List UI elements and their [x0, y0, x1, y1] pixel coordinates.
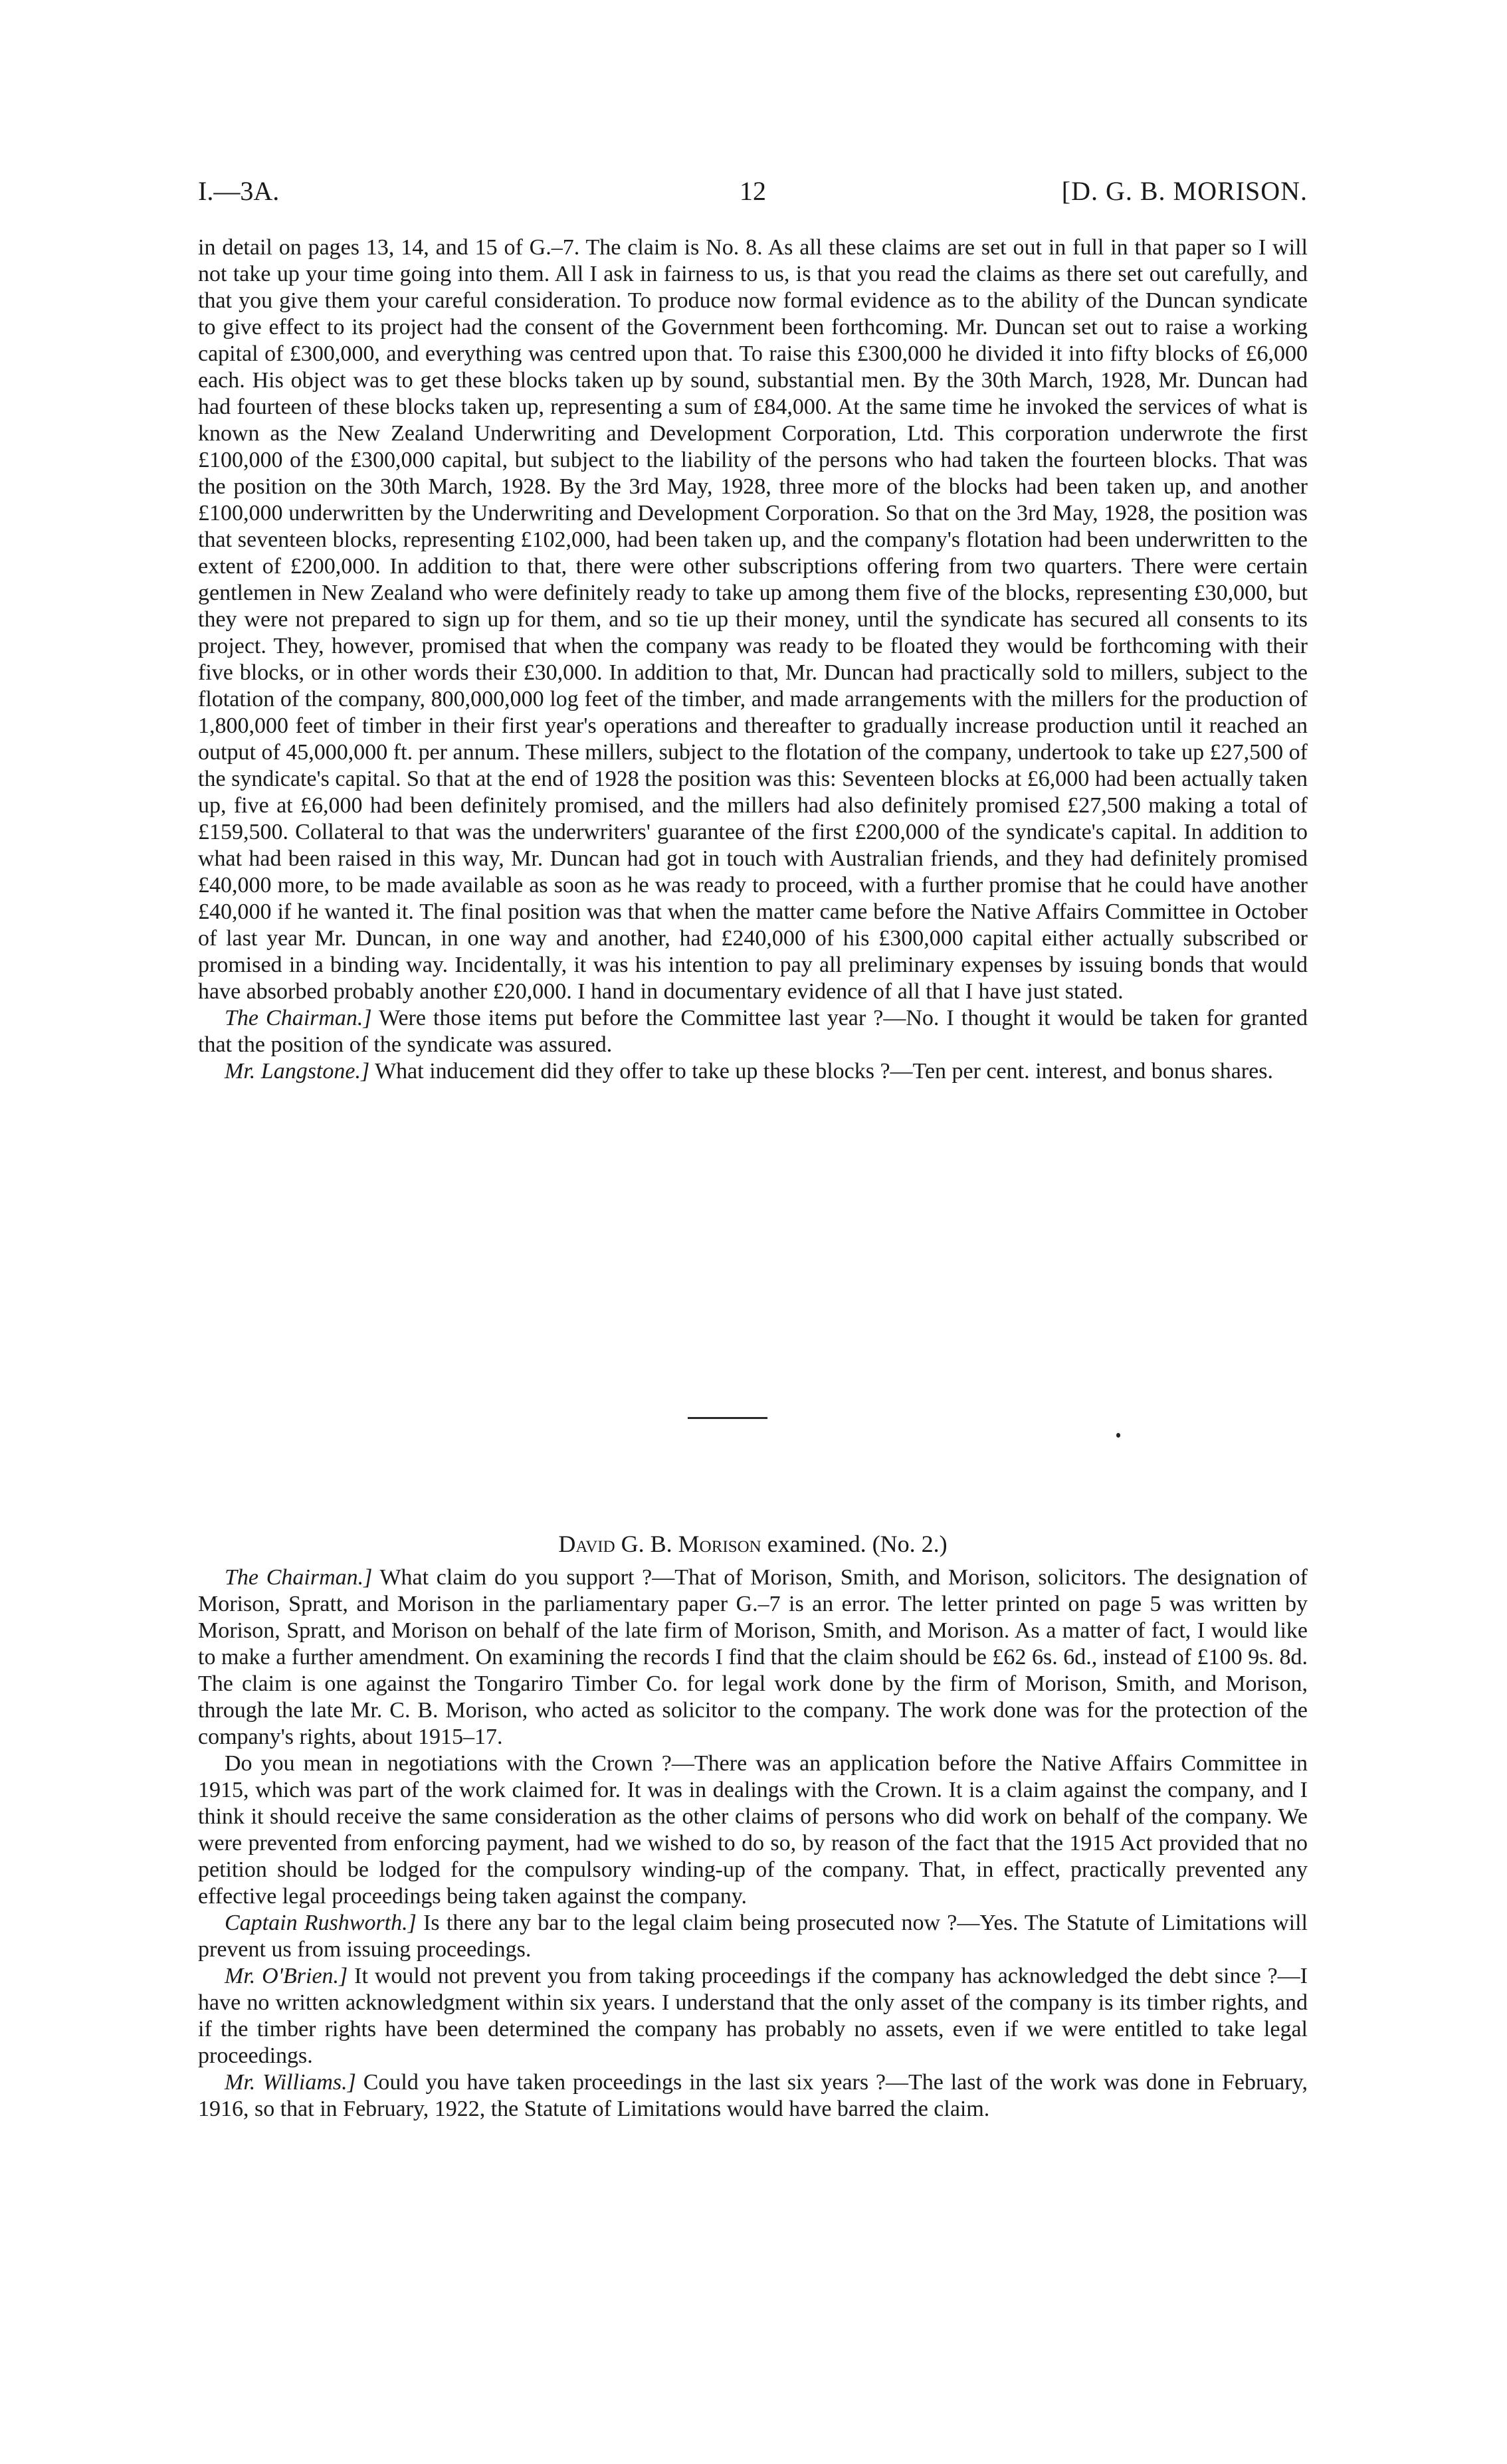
question-answer-text: Could you have taken proceedings in the last six years ?—The last of the work was done in February, 1916, so that in February, 1922, the Statute of Limitations would have barred the claim. — [198, 2070, 1308, 2121]
speaker-label: The Chairman.] — [225, 1565, 373, 1590]
question-answer-text: What inducement did they offer to take up these blocks ?—Ten per cent. interest, and bonus shares. — [369, 1059, 1273, 1084]
speaker-label: Mr. Williams.] — [225, 2070, 356, 2095]
speaker-label: Mr. Langstone.] — [225, 1059, 370, 1084]
question-answer-text: Were those items put before the Committee last year ?—No. I thought it would be taken for granted that the position of the syndicate was assured. — [198, 1006, 1308, 1057]
question-paragraph — [198, 1963, 1308, 2069]
section-heading — [198, 1529, 1308, 1559]
speaker-label: Mr. O'Brien.] — [225, 1964, 348, 1988]
question-answer-text: Do you mean in negotiations with the Crown ?—There was an application before the Native Affairs Committee in 1915, which was part of the work claimed for. It was in dealings with the Crown. It is a claim against the company, and I think it should receive the same consideration as the other claims of persons who did work on behalf of the company. We were prevented from enforcing payment, had we wished to do so, by reason of the fact that the 1915 Act provided that no petition should be lodged for the compulsory winding-up of the company. That, in effect, practically prevented any effective legal proceedings being taken against the company. — [198, 1751, 1308, 1909]
print-speck — [1116, 1433, 1120, 1438]
witness-reference: [D. G. B. MORISON. — [1061, 176, 1308, 206]
examination-text — [198, 1564, 1308, 2123]
evidence-continuation — [198, 235, 1308, 1085]
question-answer-text: Is there any bar to the legal claim being prosecuted now ?—Yes. The Statute of Limitations will prevent us from issuing proceedings. — [198, 1911, 1308, 1962]
question-paragraph — [198, 1564, 1308, 1751]
running-head — [198, 171, 1308, 211]
question-answer-text: What claim do you support ?—That of Morison, Smith, and Morison, solicitors. The designation of Morison, Spratt, and Morison in the parliamentary paper G.–7 is an error. The letter printed on page 5 was written by Morison, Spratt, and Morison on behalf of the late firm of Morison, Smith, and Morison. As a matter of fact, I would like to make a further amendment. On examining the records I find that the claim should be £62 6s. 6d., instead of £100 9s. 8d. The claim is one against the Tongariro Timber Co. for legal work done by the firm of Morison, Smith, and Morison, through the late Mr. C. B. Morison, who acted as solicitor to the company. The work done was for the protection of the company's rights, about 1915–17. — [198, 1565, 1308, 1749]
question-paragraph — [198, 1751, 1308, 1910]
witness-surname: Morison — [678, 1531, 761, 1557]
question-paragraph — [198, 1910, 1308, 1963]
paper-reference: I.—3A. — [198, 176, 280, 206]
page-number: 12 — [740, 176, 766, 206]
question-paragraph — [198, 1058, 1308, 1085]
speaker-label: Captain Rushworth.] — [225, 1911, 417, 1935]
question-paragraph — [198, 2069, 1308, 2123]
evidence-paragraph: in detail on pages 13, 14, and 15 of G.–7. The claim is No. 8. As all these claims are set out in full in that paper so I will not take up your time going into them. All I ask in fairness to us, is that you read the claims as there set out carefully, and that you give them your careful consideration. To produce now formal evidence as to the ability of the Duncan syndicate to give effect to its project had the consent of the Government been forthcoming. Mr. Duncan set out to raise a working capital of £300,000, and everything was centred upon that. To raise this £300,000 he divided it into fifty blocks of £6,000 each. His object was to get these blocks taken up by sound, substantial men. By the 30th March, 1928, Mr. Duncan had had fourteen of these blocks taken up, representing a sum of £84,000. At the same time he invoked the services of what is known as the New Zealand Underwriting and Development Corporation, Ltd. This corporation underwrote the first £100,000 of the £300,000 capital, but subject to the liability of the persons who had taken the fourteen blocks. That was the position on the 30th March, 1928. By the 3rd May, 1928, three more of the blocks had been taken up, and another £100,000 underwritten by the Underwriting and Development Corporation. So that on the 3rd May, 1928, the position was that seventeen blocks, representing £102,000, had been taken up, and the company's flotation had been underwritten to the extent of £200,000. In addition to that, there were other subscriptions offering from two quarters. There were certain gentlemen in New Zealand who were definitely ready to take up among them five of the blocks, representing £30,000, but they were not prepared to sign up for them, and so tie up their money, until the syndicate has secured all consents to its project. They, however, promised that when the company was ready to be floated they would be forthcoming with their five blocks, or in other words their £30,000. In addition to that, Mr. Duncan had practically sold to millers, subject to the flotation of the company, 800,000,000 log feet of the timber, and made arrangements with the millers for the production of 1,800,000 feet of timber in their first year's operations and thereafter to gradually increase production until it reached an output of 45,000,000 ft. per annum. These millers, subject to the flotation of the company, undertook to take up £27,500 of the syndicate's capital. So that at the end of 1928 the position was this: Seventeen blocks at £6,000 had been actually taken up, five at £6,000 had been definitely promised, and the millers had also definitely promised £27,500 making a total of £159,500. Collateral to that was the underwriters' guarantee of the first £200,000 of the syndicate's capital. In addition to what had been raised in this way, Mr. Duncan had got in touch with Australian friends, and they had definitely promised £40,000 more, to be made available as soon as he was ready to proceed, with a further promise that he could have another £40,000 if he wanted it. The final position was that when the matter came before the Native Affairs Committee in October of last year Mr. Duncan, in one way and another, had £240,000 of his £300,000 capital either actually subscribed or promised in a binding way. Incidentally, it was his intention to pay all preliminary expenses by issuing bonds that would have absorbed probably another £20,000. I hand in documentary evidence of all that I have just stated. — [198, 235, 1308, 1004]
speaker-label: The Chairman.] — [225, 1006, 372, 1030]
question-paragraph — [198, 1005, 1308, 1058]
witness-initials: G. B. — [615, 1531, 678, 1557]
section-divider — [688, 1417, 767, 1419]
witness-first-name: David — [558, 1531, 615, 1557]
question-answer-text: It would not prevent you from taking proceedings if the company has acknowledged the debt since ?—I have no written acknowledgment within six years. I understand that the only asset of the company is its timber rights, and if the timber rights have been determined the company has probably no assets, even if we were entitled to take legal proceedings. — [198, 1964, 1308, 2068]
heading-suffix: examined. (No. 2.) — [761, 1531, 948, 1557]
